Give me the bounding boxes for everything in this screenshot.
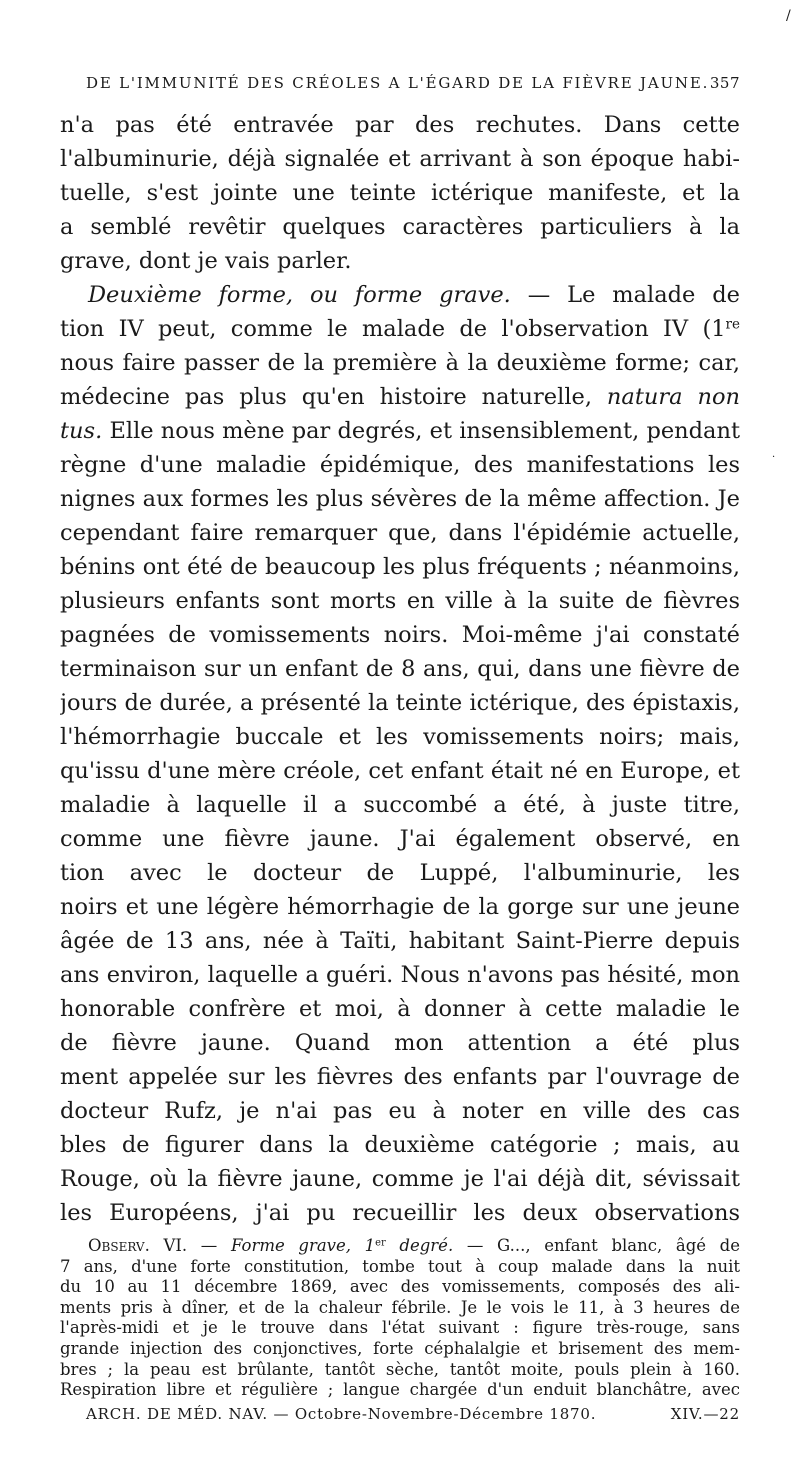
body-line: plusieurs enfants sont morts en ville à la suite de fièvres (60, 588, 740, 614)
body-line: nignes aux formes les plus sévères de la même affection. Je (60, 486, 740, 512)
body-line: cependant faire remarquer que, dans l'épidémie actuelle, (60, 520, 740, 546)
body-line: terminaison sur un enfant de 8 ans, qui, dans une fièvre de (60, 656, 740, 682)
body-line: a semblé revêtir quelques caractères particuliers à la (60, 214, 740, 240)
body-line: ment appelée sur les fièvres des enfants par l'ouvrage de (60, 1064, 740, 1090)
margin-dot: · (772, 452, 776, 463)
body-line: âgée de 13 ans, née à Taïti, habitant Saint-Pierre depuis (60, 928, 740, 954)
body-line-text: médecine pas plus qu'en histoire naturelle, (60, 384, 607, 410)
page-footer (86, 1405, 740, 1427)
body-line: bénins ont été de beaucoup les plus fréquents ; néanmoins, (60, 554, 740, 580)
page-number: 357 (709, 74, 740, 92)
body-line: noirs et une légère hémorrhagie de la gorge sur une jeune (60, 894, 740, 920)
body-line: l'hémorrhagie buccale et les vomissements noirs; mais, (60, 724, 740, 750)
body-line (60, 414, 740, 448)
body-line-text: Elle nous mène par degrés, et insensiblement, pendant (109, 418, 740, 444)
observation-line: grande injection des conjonctives, forte céphalalgie et brisement des mem- (60, 1339, 740, 1358)
body-line: de fièvre jaune. Quand mon attention a été plus (60, 1030, 740, 1056)
body-line: tion avec le docteur de Luppé, l'albuminurie, les (60, 860, 740, 886)
observation-line: l'après-midi et je le trouve dans l'état suivant : figure très-rouge, sans (60, 1318, 740, 1338)
body-line: grave, dont je vais parler. (60, 248, 352, 274)
observation-degree-superscript: er (375, 1237, 386, 1249)
observation-line: du 10 au 11 décembre 1869, avec des vomissements, composés des ali- (60, 1277, 740, 1297)
observation-line: Respiration libre et régulière ; langue chargée d'un enduit blanchâtre, avec (60, 1380, 740, 1400)
section-heading-rest: — Le malade de (527, 282, 740, 308)
observation-degree-word: degré. (399, 1236, 454, 1255)
body-line: n'a pas été entravée par des rechutes. Dans cette (60, 112, 740, 138)
observation-label: Observ. VI. — (88, 1236, 218, 1255)
body-line (60, 312, 740, 346)
body-line: docteur Rufz, je n'ai pas eu à noter en ville des cas (60, 1098, 740, 1124)
body-line: l'albuminurie, déjà signalée et arrivant à son époque habi- (60, 146, 740, 172)
observation-line: 7 ans, d'une forte constitution, tombe tout à coup malade dans la nuit (60, 1256, 740, 1276)
body-line: pagnées de vomissements noirs. Moi-même j'ai constaté (60, 622, 740, 648)
volume-signature: XIV.—22 (670, 1404, 740, 1423)
body-line: maladie à laquelle il a succombé a été, à juste titre, (60, 792, 740, 818)
observation-line: bres ; la peau est brûlante, tantôt sèche, tantôt moite, pouls plein à 160. (60, 1359, 740, 1379)
body-line: Rouge, où la fièvre jaune, comme je l'ai déjà dit, sévissait (60, 1166, 740, 1192)
body-line: tuelle, s'est jointe une teinte ictérique manifeste, et la (60, 180, 740, 206)
series-superscript: re (725, 316, 740, 333)
journal-citation: ARCH. DE MÉD. NAV. — Octobre-Novembre-Décembre 1870. (86, 1404, 597, 1423)
latin-phrase: natura non (606, 384, 740, 410)
body-line: règne d'une maladie épidémique, des manifestations les (60, 452, 740, 478)
body-line: nous faire passer de la première à la deuxième forme; car, (60, 350, 740, 376)
stray-mark: / (786, 8, 791, 24)
body-line: honorable confrère et moi, à donner à cette maladie le (60, 996, 740, 1022)
body-line: jours de durée, a présenté la teinte ictérique, des épistaxis, (60, 690, 740, 716)
body-line: ans environ, laquelle a guéri. Nous n'avons pas hésité, mon (60, 962, 740, 988)
body-line: qu'issu d'une mère créole, cet enfant était né en Europe, et (60, 758, 740, 784)
observation-degree-number: 1 (364, 1236, 376, 1255)
body-line-text: tion IV peut, comme le malade de l'observation IV (1 (60, 316, 726, 342)
observation-line: ments pris à dîner, et de la chaleur fébrile. Je le vois le 11, à 3 heures de (60, 1297, 740, 1317)
body-line: bles de figurer dans la deuxième catégorie ; mais, au (60, 1132, 740, 1158)
running-title: DE L'IMMUNITÉ DES CRÉOLES A L'ÉGARD DE LA FIÈVRE JAUNE. (86, 74, 710, 92)
running-header (86, 74, 740, 98)
body-line: les Européens, j'ai pu recueillir les deux observations (60, 1200, 740, 1226)
section-heading: Deuxième forme, ou forme grave. (88, 282, 511, 308)
body-line: comme une fièvre jaune. J'ai également observé, en (60, 826, 740, 852)
latin-phrase-end: tus. (60, 418, 103, 444)
observation-heading-line (60, 1236, 740, 1257)
observation-text: — G..., enfant blanc, âgé de (453, 1236, 740, 1255)
body-line (60, 380, 740, 414)
observation-form: Forme grave, (230, 1236, 352, 1255)
section-heading-line (60, 278, 740, 312)
